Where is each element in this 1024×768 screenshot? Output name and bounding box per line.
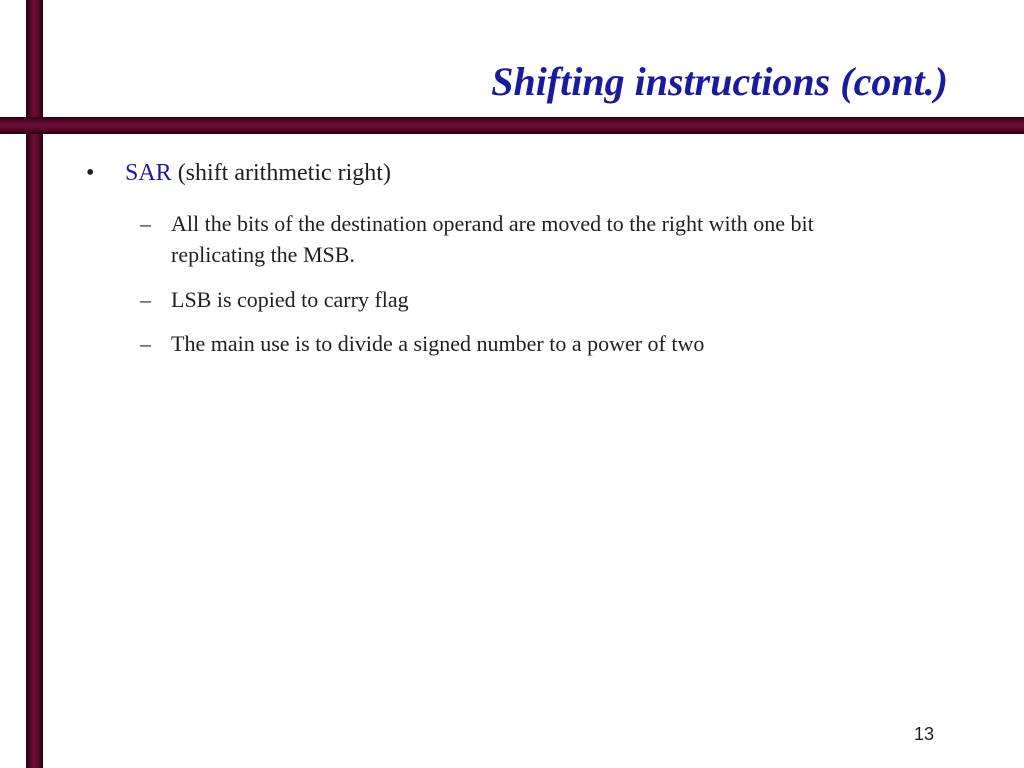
sub-item-marker: – — [140, 287, 151, 312]
sub-item-main-use — [140, 328, 911, 359]
sub-item-text: LSB is copied to carry flag — [171, 287, 409, 312]
bullet-item-sar — [86, 160, 391, 187]
sub-item-text: All the bits of the destination operand are moved to the right with one bit replicating the MSB. — [171, 211, 814, 267]
sub-item-text: The main use is to divide a signed number to a power of two — [171, 331, 705, 356]
vertical-accent-bar — [26, 0, 43, 768]
bullet-marker: • — [86, 160, 95, 186]
bullet-description: (shift arithmetic right) — [171, 160, 391, 186]
sub-item-carry-flag — [140, 284, 911, 315]
page-number: 13 — [914, 724, 935, 744]
sub-item-marker: – — [140, 331, 151, 356]
sub-item-bits-moved — [140, 208, 911, 270]
sub-item-marker: – — [140, 211, 151, 236]
horizontal-accent-bar — [0, 117, 1024, 134]
slide-title: Shifting instructions (cont.) — [491, 59, 948, 104]
bullet-keyword: SAR — [125, 160, 172, 186]
